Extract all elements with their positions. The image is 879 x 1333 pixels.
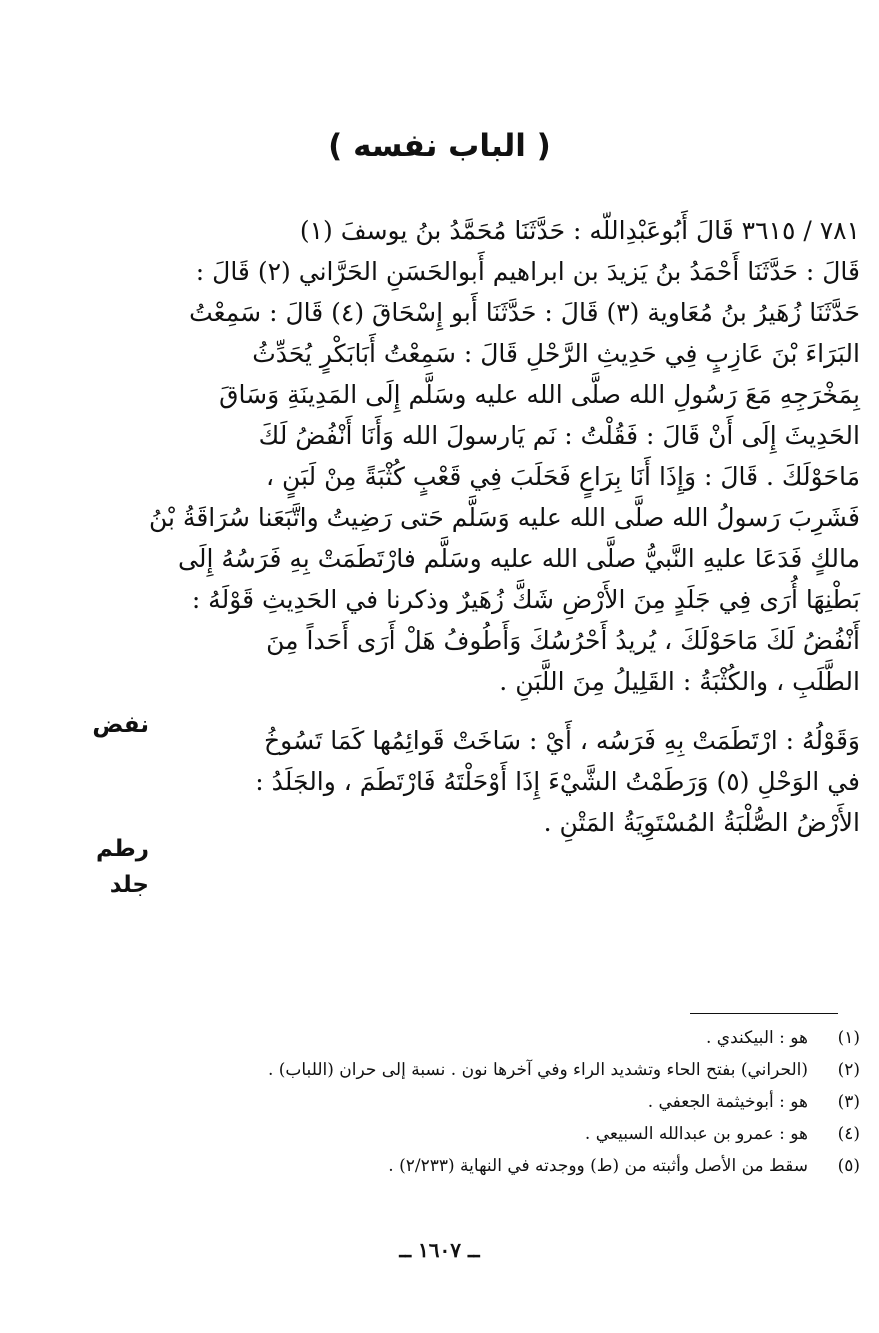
text-line: ٧٨١ / ٣٦١٥ قَالَ أَبُوعَبْدِاللّه : حَدَّثَنَا مُحَمَّدُ بنُ يوسفَ (١) (299, 216, 860, 245)
text-line: وَقَوْلُهُ : ارْتَطَمَتْ بِهِ فَرَسُه ، أَيْ : سَاخَتْ قَوائِمُها كَمَا تَسُوخُ (264, 726, 860, 755)
footnote-number: (٤) (837, 1124, 860, 1144)
text-line: الأَرْضُ الصُّلْبَةُ المُسْتَوِيَةُ المَتْنِ . (543, 808, 860, 837)
text-line: فَشَرِبَ رَسولُ الله صلَّى الله عليه وَسَلَّم حَتى رَضِيتُ واتَّبَعَنا سُرَاقَةُ بْنُ (149, 503, 860, 532)
text-line: مالكٍ فَدَعَا عليهِ النَّبيُّ صلَّى الله عليه وسَلَّم فارْتَطَمَتْ بِهِ فَرَسُهُ إِلَى (178, 544, 860, 573)
footnote-text: هو : البيكندي . (706, 1028, 808, 1048)
text-line: بَطْنِهَا أُرَى فِي جَلَدٍ مِنَ الأَرْضِ شَكَّ زُهَيرٌ وذكرنا في الحَدِيثِ قَوْلَهُ : (191, 585, 860, 614)
hadith-text (149, 210, 860, 843)
text-line: بِمَخْرَجِهِ مَعَ رَسُولِ الله صلَّى الله عليه وسَلَّم إِلَى المَدِينَةِ وَسَاقَ (219, 380, 860, 409)
text-line: الحَدِيثَ إِلَى أَنْ قَالَ : فَقُلْتُ : نَم يَارسولَ الله وَأَنَا أَنْفُضُ لَكَ (258, 421, 860, 450)
footnote-text: سقط من الأصل وأثبته من (ط) ووجدته في النهاية (٢/٢٣٣) . (388, 1156, 808, 1176)
text-line: مَاحَوْلَكَ . قَالَ : وَإِذَا أَنَا بِرَاعٍ فَحَلَبَ فِي قَعْبٍ كُثْبَةً مِنْ لَبَنٍ ، (265, 462, 860, 491)
footnote-item (170, 1150, 860, 1182)
footnote-item (170, 1022, 860, 1054)
footnote-item (170, 1086, 860, 1118)
chapter-heading: ( الباب نفسه ) (328, 128, 551, 164)
paragraph-explanation (170, 720, 860, 843)
margin-keyword-ratam: رطم (96, 836, 149, 862)
footnotes (170, 1022, 860, 1182)
footnote-item (170, 1118, 860, 1150)
margin-keyword-nafad: نفض (92, 712, 149, 738)
footnote-number: (٢) (837, 1060, 860, 1080)
text-line: البَرَاءَ بْنَ عَازِبٍ فِي حَدِيثِ الرَّحْلِ قَالَ : سَمِعْتُ أَبَابَكْرٍ يُحَدِّثُ (252, 339, 860, 368)
footnote-number: (١) (837, 1028, 860, 1048)
footnote-text: هو : أبوخيثمة الجعفي . (647, 1092, 808, 1112)
footnote-number: (٣) (837, 1092, 860, 1112)
text-line: في الوَحْلِ (٥) وَرَطَمْتُ الشَّيْءَ إِذَا أَوْحَلْتَهُ فَارْتَطَمَ ، والجَلَدُ : (255, 767, 860, 796)
text-line: قَالَ : حَدَّثَنَا أَحْمَدُ بنُ يَزيدَ بن ابراهيم أَبوالحَسَنِ الحَرَّاني (٢) قَالَ : (195, 257, 860, 286)
text-line: حَدَّثَنَا زُهَيرُ بنُ مُعَاوية (٣) قَالَ : حَدَّثَنَا أَبو إِسْحَاقَ (٤) قَالَ : سَمِعْتُ (189, 298, 860, 327)
margin-keyword-jalad: جلد (109, 872, 149, 898)
text-line: الطَّلَبِ ، والكُثْبَةُ : القَلِيلُ مِنَ اللَّبَنِ . (499, 667, 860, 696)
footnote-text: هو : عمرو بن عبدالله السبيعي . (584, 1124, 808, 1144)
footnote-separator (690, 1013, 838, 1014)
page-number: ــ ١٦٠٧ ــ (399, 1238, 480, 1262)
text-line: أَنْفُضُ لَكَ مَاحَوْلَكَ ، يُريدُ أَحْرُسُكَ وَأَطُوفُ هَلْ أَرَى أَحَداً مِنَ (266, 626, 860, 655)
footnote-number: (٥) (837, 1156, 860, 1176)
paragraph-hadith (149, 210, 860, 702)
footnote-item (170, 1054, 860, 1086)
footnote-text: (الحراني) بفتح الحاء وتشديد الراء وفي آخرها نون . نسبة إلى حران (اللباب) . (267, 1060, 808, 1080)
